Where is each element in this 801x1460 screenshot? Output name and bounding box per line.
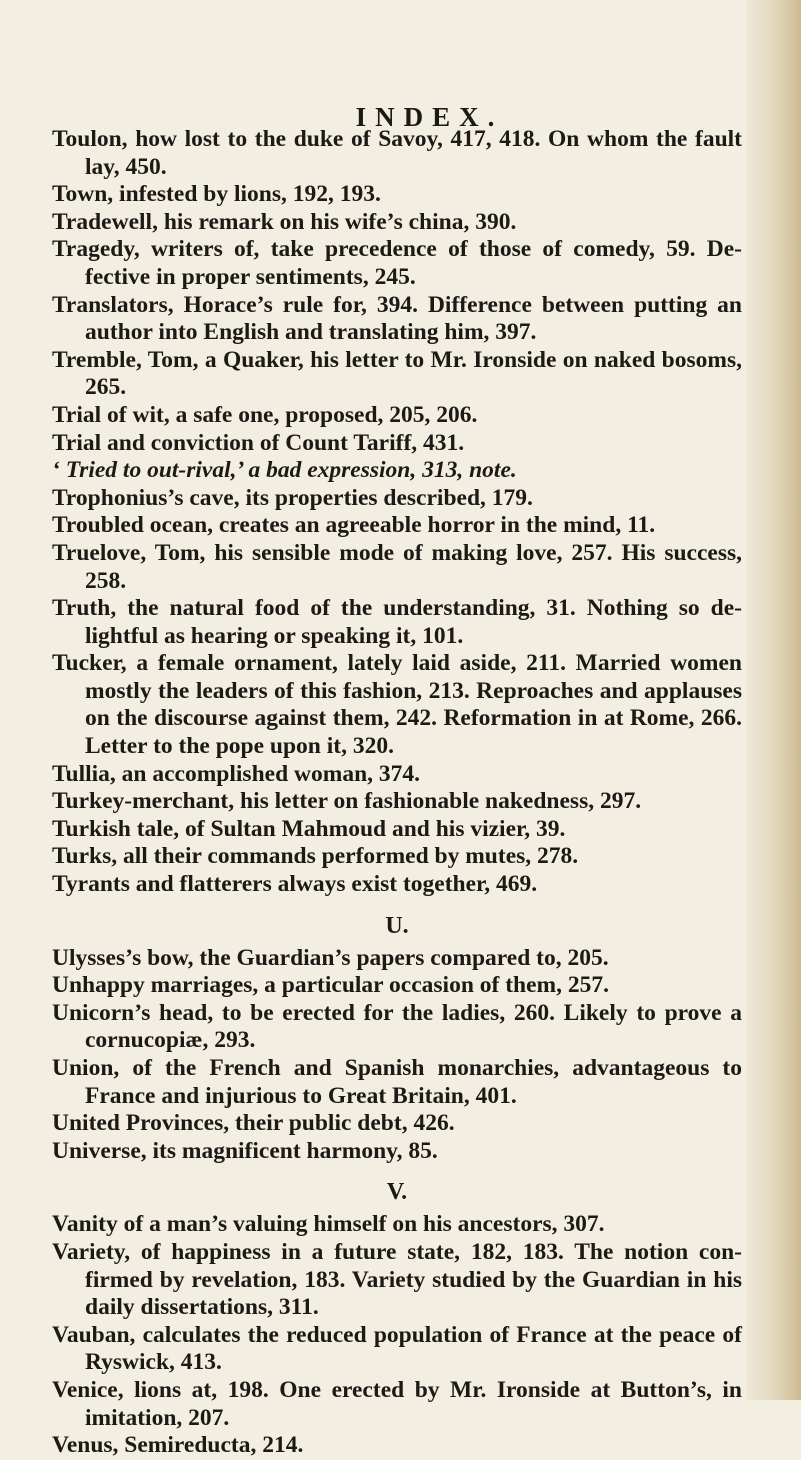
index-entry-united-provinces: United Provinces, their public debt, 426. xyxy=(52,1110,455,1137)
section-t xyxy=(52,126,742,899)
index-entry-venice: Venice, lions at, 198. One erected by Mr. Ironside at Button’s, in imitation, 207. xyxy=(52,1376,742,1431)
index-entry-turkish-tale: Turkish tale, of Sultan Mahmoud and his vizier, 39. xyxy=(52,815,566,842)
index-entry-union: Union, of the French and Spanish monarchies, advantageous to France and injurious to Great Britain, 401. xyxy=(52,1055,742,1109)
section-heading-v: V. xyxy=(386,1179,408,1206)
index-entry-trophonius: Trophonius’s cave, its properties described, 179. xyxy=(52,484,533,511)
section-u xyxy=(52,945,742,1166)
section-v xyxy=(52,1211,742,1459)
index-entry-town: Town, infested by lions, 192, 193. xyxy=(52,181,381,208)
index-entry-translators: Translators, Horace’s rule for, 394. Difference between putting an author into English and translating him, 397. xyxy=(52,291,742,346)
section-heading-u: U. xyxy=(385,912,409,939)
index-entry-toulon: Toulon, how lost to the duke of Savoy, 417, 418. On whom the fault lay, 450. xyxy=(52,126,742,180)
index-entry-tucker: Tucker, a female ornament, lately laid aside, 211. Married women mostly the leaders of this fashion, 213. Reproaches and applauses on the discourse against them, 242. Reformation in at Rome, 266. Letter to the pope upon it, 320. xyxy=(52,650,742,760)
index-entry-tragedy: Tragedy, writers of, take precedence of those of comedy, 59. De-fective in proper sentiments, 245. xyxy=(52,236,742,290)
index-body xyxy=(52,126,742,1460)
index-entry-tradewell: Tradewell, his remark on his wife’s china, 390. xyxy=(52,208,517,235)
index-entry-unicorns-head: Unicorn’s head, to be erected for the ladies, 260. Likely to prove a cornucopiæ, 293. xyxy=(52,999,742,1054)
index-entry-vanity: Vanity of a man’s valuing himself on his ancestors, 307. xyxy=(52,1211,605,1238)
page-edge-shadow xyxy=(746,0,801,1400)
index-entry-trial-of-wit: Trial of wit, a safe one, proposed, 205, 206. xyxy=(52,401,478,428)
index-entry-tremble: Tremble, Tom, a Quaker, his letter to Mr. Ironside on naked bosoms, 265. xyxy=(52,346,742,401)
index-entry-universe: Universe, its magnificent harmony, 85. xyxy=(52,1137,438,1164)
index-entry-turkey-merchant: Turkey-merchant, his letter on fashionable nakedness, 297. xyxy=(52,788,642,815)
index-entry-truelove: Truelove, Tom, his sensible mode of making love, 257. His success, 258. xyxy=(52,539,742,594)
index-entry-ulysses: Ulysses’s bow, the Guardian’s papers compared to, 205. xyxy=(52,944,609,971)
index-entry-tyrants: Tyrants and flatterers always exist together, 469. xyxy=(52,871,538,898)
index-entry-troubled-ocean: Troubled ocean, creates an agreeable horror in the mind, 11. xyxy=(52,512,656,539)
index-entry-turks: Turks, all their commands performed by mutes, 278. xyxy=(52,843,579,870)
index-entry-vauban: Vauban, calculates the reduced population of France at the peace of Ryswick, 413. xyxy=(52,1321,742,1376)
index-entry-truth: Truth, the natural food of the understanding, 31. Nothing so de-lightful as hearing or speaking it, 101. xyxy=(52,595,742,649)
index-entry-unhappy-marriages: Unhappy marriages, a particular occasion of them, 257. xyxy=(52,972,610,999)
index-entry-venus: Venus, Semireducta, 214. xyxy=(52,1432,304,1459)
index-entry-trial-and-conviction: Trial and conviction of Count Tariff, 431. xyxy=(52,429,465,456)
index-entry-tullia: Tullia, an accomplished woman, 374. xyxy=(52,760,421,787)
index-entry-tried-to-out-rival: ‘ Tried to out-rival,’ a bad expression, 313, note. xyxy=(52,457,517,484)
page-title: INDEX. xyxy=(355,102,504,132)
index-entry-variety: Variety, of happiness in a future state, 182, 183. The notion con-firmed by revelation, 183. Variety studied by the Guardian in his daily dissertations, 311. xyxy=(52,1238,742,1321)
